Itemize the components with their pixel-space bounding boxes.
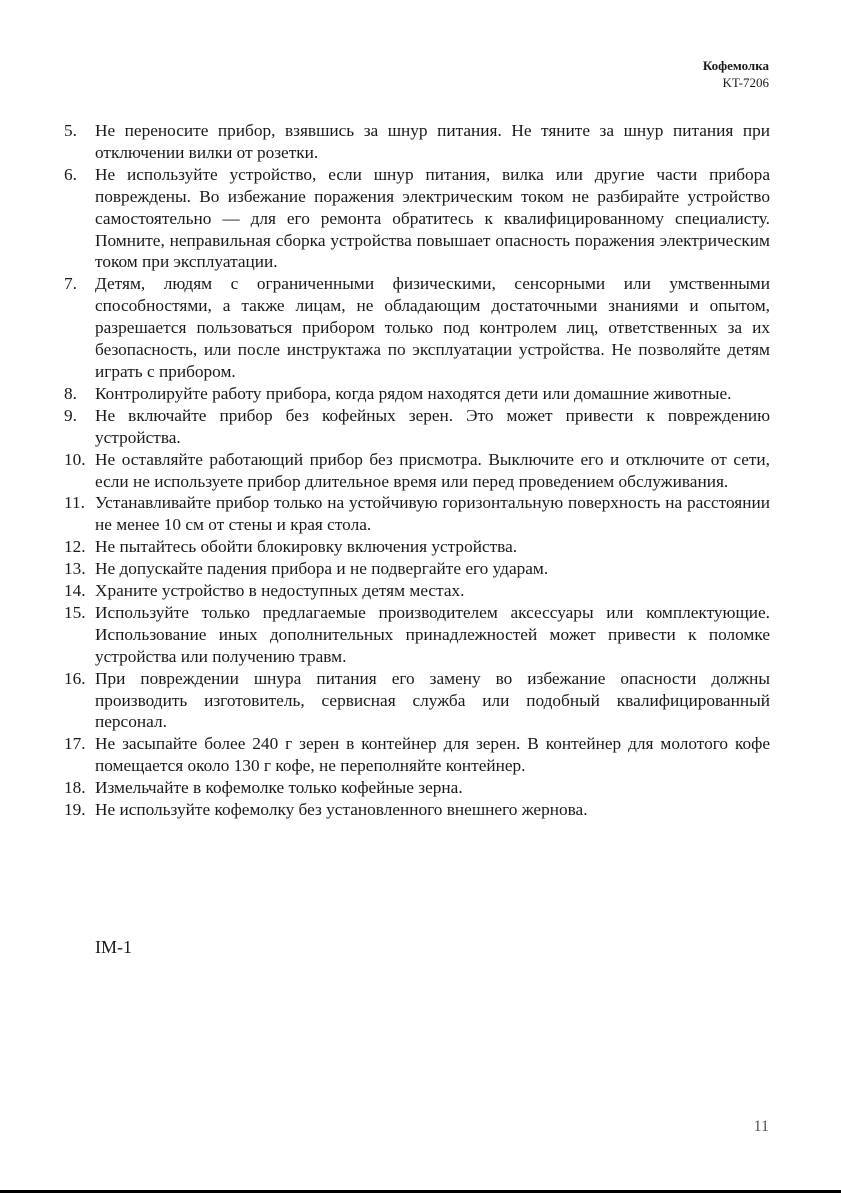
list-item [64,449,770,493]
item-text: Детям, людям с ограниченными физическими, сенсорными или умственными способностями, а также лицам, не обладающим достаточными знаниями и опытом, разрешается пользоваться прибором только под контролем лиц, ответственных за их безопасность, или после инструктажа по эксплуатации устройства. Не позволяйте детям играть с прибором. [95,274,770,381]
item-number: 6. [64,164,77,184]
item-number: 8. [64,383,77,403]
item-text: Не оставляйте работающий прибор без присмотра. Выключите его и отключите от сети, если не используете прибор длительное время или перед проведением обслуживания. [95,449,770,491]
item-number: 19. [64,800,86,820]
list-item [64,536,770,558]
item-number: 10. [64,449,86,469]
item-text: Устанавливайте прибор только на устойчивую горизонтальную поверхность на расстоянии не менее 10 см от стены и края стола. [95,493,770,535]
item-text: Измельчайте в кофемолке только кофейные зерна. [95,778,463,798]
list-item [64,580,770,602]
item-text: Не включайте прибор без кофейных зерен. Это может привести к повреждению устройства. [95,405,770,447]
list-item [64,558,770,580]
page-header [703,57,769,91]
item-number: 9. [64,405,77,425]
list-item [64,602,770,668]
item-text: Не допускайте падения прибора и не подвергайте его ударам. [95,559,549,579]
item-number: 15. [64,602,86,622]
item-number: 11. [64,493,85,513]
product-title: Кофемолка [702,58,769,73]
list-item [64,120,770,164]
list-item [64,405,770,449]
item-number: 7. [64,274,77,294]
item-text: Контролируйте работу прибора, когда рядом находятся дети или домашние животные. [95,383,732,403]
item-number: 18. [64,778,86,798]
list-item [64,164,770,274]
safety-instructions-list [64,120,770,821]
item-text: Храните устройство в недоступных детям местах. [95,581,465,601]
list-item [64,799,770,821]
page-number: 11 [753,1118,769,1135]
item-number: 17. [64,734,86,754]
list-item [64,668,770,734]
list-item [64,733,770,777]
item-number: 5. [64,121,77,140]
item-number: 13. [64,559,86,579]
item-text: Не засыпайте более 240 г зерен в контейнер для зерен. В контейнер для молотого кофе помещается около 130 г кофе, не переполняйте контейнер. [95,734,770,776]
item-text: Не используйте устройство, если шнур питания, вилка или другие части прибора повреждены. Во избежание поражения электрическим током не разбирайте устройство самостоятельно — для его ремонта обратитесь к квалифицированному специалисту. Помните, неправильная сборка устройства повышает опасность поражения электрическим током при эксплуатации. [95,164,770,272]
product-model: KT-7206 [722,75,769,90]
item-number: 16. [64,668,86,688]
document-code: IM-1 [95,937,132,957]
item-text: При повреждении шнура питания его замену во избежание опасности должны производить изготовитель, сервисная служба или подобный квалифицированный персонал. [95,668,770,732]
item-number: 14. [64,581,86,601]
list-item [64,492,770,536]
list-item [64,777,770,799]
list-item [64,383,770,405]
item-number: 12. [64,537,86,557]
item-text: Не используйте кофемолку без установленного внешнего жернова. [95,800,588,820]
item-text: Используйте только предлагаемые производителем аксессуары или комплектующие. Использование иных дополнительных принадлежностей может привести к поломке устройства или получению травм. [95,602,770,666]
item-text: Не пытайтесь обойти блокировку включения устройства. [95,537,518,557]
item-text: Не переносите прибор, взявшись за шнур питания. Не тяните за шнур питания при отключении вилки от розетки. [95,121,770,162]
list-item [64,273,770,383]
